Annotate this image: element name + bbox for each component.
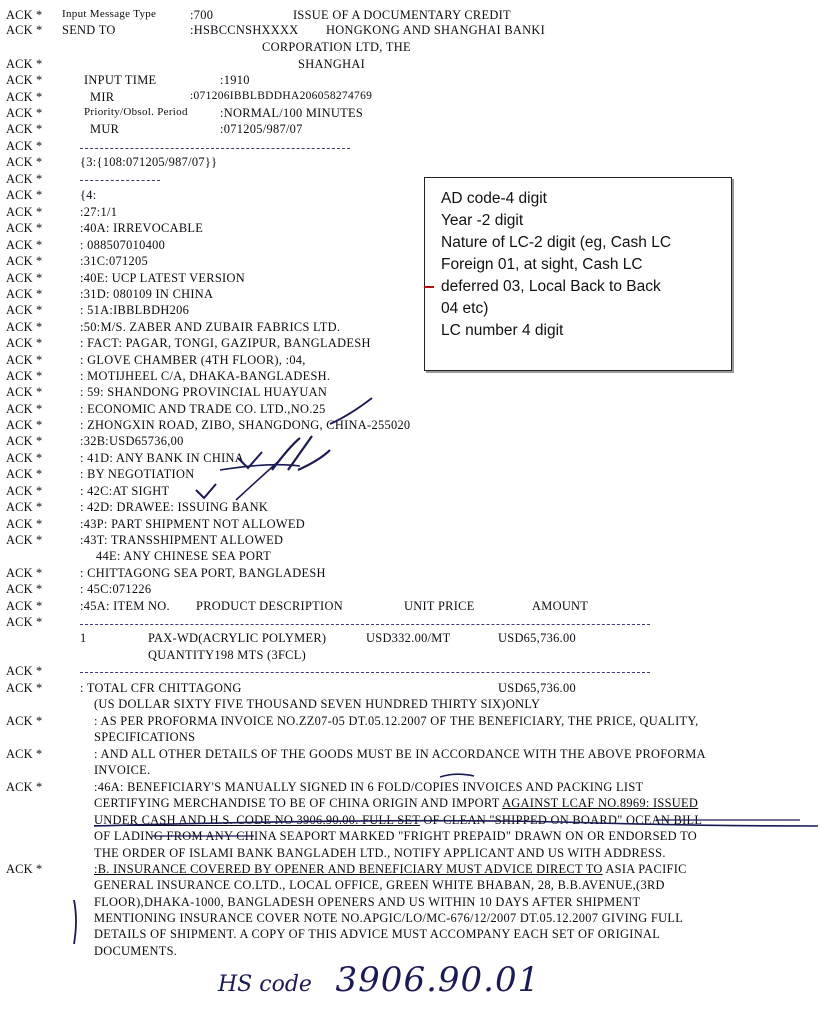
ack-marker: ACK *	[6, 336, 43, 350]
goods-item-description: PAX-WD(ACRYLIC POLYMER)	[148, 631, 327, 645]
input-time-label: INPUT TIME	[84, 73, 157, 87]
hs-code-reference: UNDER CASH AND H.S. CODE NO 3906.90.00. FULL SET	[94, 813, 420, 827]
ack-marker: ACK *	[6, 664, 43, 678]
field-31d: :31D: 080109 IN CHINA	[80, 287, 214, 301]
ack-marker: ACK *	[6, 353, 43, 367]
ack-marker: ACK *	[6, 862, 43, 876]
documents-line-5: THE ORDER OF ISLAMI BANK BANGLADEH LTD., NOTIFY APPLICANT AND US WITH ADDRESS.	[94, 846, 666, 860]
ack-marker: ACK *	[6, 681, 43, 695]
send-to-code: :HSBCCNSHXXXX	[190, 23, 299, 37]
tick-mark	[196, 484, 216, 498]
underline-stroke	[94, 821, 818, 826]
ack-marker: ACK *	[6, 615, 43, 629]
ack-marker: ACK *	[6, 287, 43, 301]
proforma-line-1: : AS PER PROFORMA INVOICE NO.ZZ07-05 DT.05.12.2007 OF THE BENEFICIARY, THE PRICE, QUALITY,	[94, 714, 699, 728]
pen-stroke	[330, 398, 372, 424]
insurance-line-6: DOCUMENTS.	[94, 944, 178, 958]
field-50-applicant-3: : GLOVE CHAMBER (4TH FLOOR), :04,	[80, 353, 306, 367]
goods-header-unit-price: UNIT PRICE	[404, 599, 475, 613]
goods-item-quantity: QUANTITY198 MTS (3FCL)	[148, 648, 307, 662]
message-type-label: Input Message Type	[62, 8, 157, 20]
bank-name-line-2: CORPORATION LTD, THE	[262, 40, 411, 54]
note-line: Nature of LC-2 digit (eg, Cash LC	[441, 234, 672, 251]
ack-marker: ACK *	[6, 418, 43, 432]
input-time-value: :1910	[220, 73, 250, 87]
mir-value: :071206IBBLBDDHA206058274769	[190, 90, 373, 102]
ack-marker: ACK *	[6, 517, 43, 531]
ack-marker: ACK *	[6, 320, 43, 334]
priority-value: :NORMAL/100 MINUTES	[220, 106, 364, 120]
field-50-applicant-2: : FACT: PAGAR, TONGI, GAZIPUR, BANGLADESH	[80, 336, 371, 350]
send-to-label: SEND TO	[62, 23, 116, 37]
goods-item-price: USD332.00/MT	[366, 631, 451, 645]
ack-marker: ACK *	[6, 238, 43, 252]
field-27: :27:1/1	[80, 205, 118, 219]
margin-bracket	[74, 900, 76, 944]
ack-marker: ACK *	[6, 434, 43, 448]
total-label: : TOTAL CFR CHITTAGONG	[80, 681, 242, 695]
ack-marker: ACK *	[6, 57, 43, 71]
note-line: Foreign 01, at sight, Cash LC	[441, 256, 643, 273]
ack-marker: ACK *	[6, 467, 43, 481]
ack-marker: ACK *	[6, 73, 43, 87]
lcaf-reference: AGAINST LCAF NO.8969: ISSUED	[502, 796, 699, 810]
insurance-line-2: GENERAL INSURANCE CO.LTD., LOCAL OFFICE, GREEN WHITE BHABAN, 28, B.B.AVENUE,(3RD	[94, 878, 665, 892]
ack-marker: ACK *	[6, 582, 43, 596]
field-20-lc-number: : 088507010400	[80, 238, 166, 252]
ack-marker: ACK *	[6, 8, 43, 22]
note-line: 04 etc)	[441, 300, 489, 317]
insurance-line-1-text: :B. INSURANCE COVERED BY OPENER AND BENEFICIARY MUST ADVICE DIRECT TO	[94, 862, 603, 876]
ack-marker: ACK *	[6, 451, 43, 465]
ack-marker: ACK *	[6, 172, 43, 186]
insurance-line-1-tail: ASIA PACIFIC	[602, 862, 687, 876]
field-59-beneficiary-3: : ZHONGXIN ROAD, ZIBO, SHANGDONG, CHINA-255020	[80, 418, 411, 432]
field-59-beneficiary-2: : ECONOMIC AND TRADE CO. LTD.,NO.25	[80, 402, 326, 416]
ack-marker: ACK *	[6, 188, 43, 202]
message-type-value: :700	[190, 8, 214, 22]
field-59-beneficiary-1: : 59: SHANDONG PROVINCIAL HUAYUAN	[80, 385, 328, 399]
goods-header-amount: AMOUNT	[532, 599, 589, 613]
note-line: AD code-4 digit	[441, 190, 547, 207]
bank-name-line-1: HONGKONG AND SHANGHAI BANKI	[326, 23, 546, 37]
field-41d-negotiation: : BY NEGOTIATION	[80, 467, 195, 481]
ack-marker: ACK *	[6, 106, 43, 120]
block-3-header: {3:{108:071205/987/07}}	[80, 155, 218, 169]
ack-marker: ACK *	[6, 271, 43, 285]
insurance-line-4: MENTIONING INSURANCE COVER NOTE NO.APGIC/LO/MC-676/12/2007 DT.05.12.2007 GIVING FULL	[94, 911, 684, 925]
handwritten-hs-label: HS code	[218, 972, 312, 997]
note-line: Year -2 digit	[441, 212, 524, 229]
proforma-line-4: INVOICE.	[94, 763, 151, 777]
ack-marker: ACK *	[6, 747, 43, 761]
ack-marker: ACK *	[6, 402, 43, 416]
note-line: LC number 4 digit	[441, 322, 564, 339]
documents-line-3-text: OF CLEAN "SHIPPED ON BOARD" OCEAN BILL	[419, 813, 703, 827]
documents-line-4: OF LADING FROM ANY CHINA SEAPORT MARKED "FRIGHT PREPAID" DRAWN ON OR ENDORSED TO	[94, 829, 697, 843]
insurance-line-3: FLOOR),DHAKA-1000, BANGLADESH OPENERS AND US WITHIN 10 DAYS AFTER SHIPMENT	[94, 895, 641, 909]
field-43t: :43T: TRANSSHIPMENT ALLOWED	[80, 533, 284, 547]
ack-marker: ACK *	[6, 90, 43, 104]
ack-marker: ACK *	[6, 599, 43, 613]
field-43p: :43P: PART SHIPMENT NOT ALLOWED	[80, 517, 305, 531]
goods-item-no: 1	[80, 631, 87, 645]
field-42d: : 42D: DRAWEE: ISSUING BANK	[80, 500, 269, 514]
goods-header-description: PRODUCT DESCRIPTION	[196, 599, 343, 613]
goods-item-amount: USD65,736.00	[498, 631, 576, 645]
bank-name-line-3: SHANGHAI	[298, 57, 366, 71]
field-32b-amount: :32B:USD65736,00	[80, 434, 184, 448]
field-40a: :40A: IRREVOCABLE	[80, 221, 204, 235]
documents-line-2-text: CERTIFYING MERCHANDISE TO BE OF CHINA ORIGIN AND IMPORT	[94, 796, 503, 810]
ack-marker: ACK *	[6, 155, 43, 169]
ack-marker: ACK *	[6, 23, 43, 37]
documents-line-1: :46A: BENEFICIARY'S MANUALLY SIGNED IN 6 FOLD/COPIES INVOICES AND PACKING LIST	[94, 780, 644, 794]
handwritten-hs-value: 3906.90.01	[335, 960, 541, 1000]
block-4-header: {4:	[80, 188, 97, 202]
ack-marker: ACK *	[6, 221, 43, 235]
ack-marker: ACK *	[6, 533, 43, 547]
ack-marker: ACK *	[6, 369, 43, 383]
proforma-line-2: SPECIFICATIONS	[94, 730, 196, 744]
goods-header-item-no: :45A: ITEM NO.	[80, 599, 170, 613]
mir-label: MIR	[90, 90, 115, 104]
field-40e: :40E: UCP LATEST VERSION	[80, 271, 245, 285]
mur-label: MUR	[90, 122, 120, 136]
ack-marker: ACK *	[6, 122, 43, 136]
ack-marker: ACK *	[6, 385, 43, 399]
handwritten-hs-code	[218, 960, 540, 1000]
priority-label: Priority/Obsol. Period	[84, 106, 188, 118]
total-amount: USD65,736.00	[498, 681, 576, 695]
field-45c: : 45C:071226	[80, 582, 152, 596]
ack-marker: ACK *	[6, 484, 43, 498]
field-51a: : 51A:IBBLBDH206	[80, 303, 190, 317]
field-50-applicant-4: : MOTIJHEEL C/A, DHAKA-BANGLADESH.	[80, 369, 331, 383]
proforma-line-3: : AND ALL OTHER DETAILS OF THE GOODS MUST BE IN ACCORDANCE WITH THE ABOVE PROFORMA	[94, 747, 706, 761]
total-in-words: (US DOLLAR SIXTY FIVE THOUSAND SEVEN HUNDRED THIRTY SIX)ONLY	[94, 697, 541, 711]
mur-value: :071205/987/07	[220, 122, 303, 136]
field-41d: : 41D: ANY BANK IN CHINA	[80, 451, 245, 465]
field-31c: :31C:071205	[80, 254, 149, 268]
ack-marker: ACK *	[6, 303, 43, 317]
ack-marker: ACK *	[6, 780, 43, 794]
field-42c: : 42C:AT SIGHT	[80, 484, 170, 498]
field-44e-port: : CHITTAGONG SEA PORT, BANGLADESH	[80, 566, 326, 580]
insurance-line-5: DETAILS OF SHIPMENT. A COPY OF THIS ADVICE MUST ACCOMPANY EACH SET OF ORIGINAL	[94, 927, 661, 941]
ack-marker: ACK *	[6, 500, 43, 514]
note-line: deferred 03, Local Back to Back	[441, 278, 661, 295]
ack-marker: ACK *	[6, 205, 43, 219]
ack-marker: ACK *	[6, 254, 43, 268]
pen-stroke	[440, 774, 474, 777]
ack-marker: ACK *	[6, 714, 43, 728]
field-50-applicant-1: :50:M/S. ZABER AND ZUBAIR FABRICS LTD.	[80, 320, 341, 334]
ack-marker: ACK *	[6, 566, 43, 580]
document-title: ISSUE OF A DOCUMENTARY CREDIT	[293, 8, 511, 22]
ack-marker: ACK *	[6, 139, 43, 153]
field-44e: 44E: ANY CHINESE SEA PORT	[96, 549, 271, 563]
